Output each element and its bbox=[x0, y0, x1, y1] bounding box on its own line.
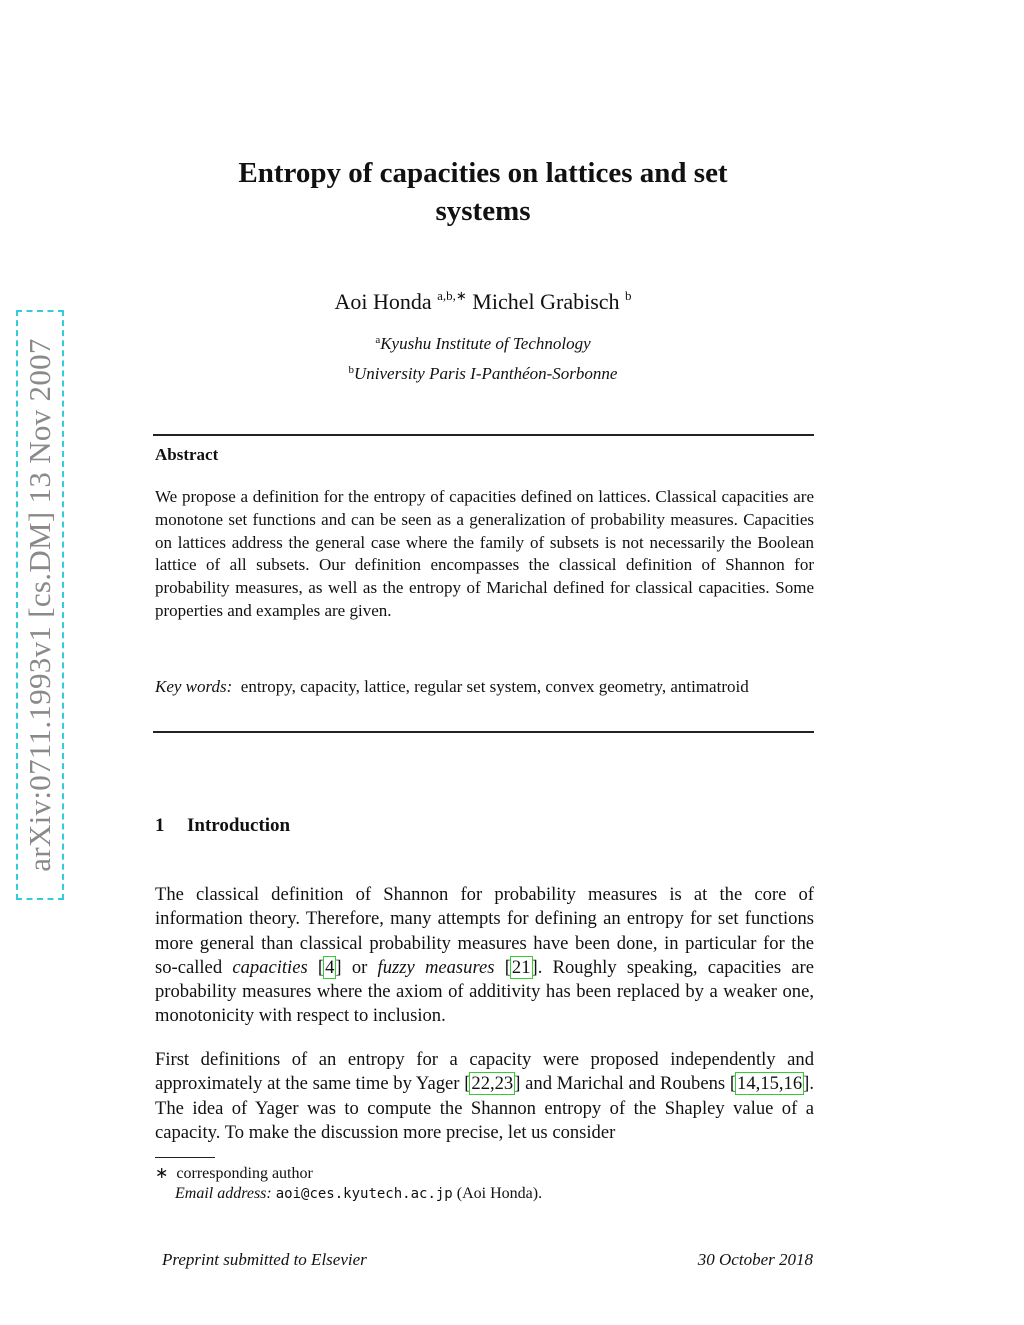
keywords-text: entropy, capacity, lattice, regular set system, convex geometry, antimatroid bbox=[240, 677, 749, 696]
author-marks: a,b,∗ bbox=[437, 288, 467, 303]
citation-link[interactable]: 14,15,16 bbox=[737, 1073, 803, 1095]
citation-link[interactable]: 22,23 bbox=[471, 1073, 514, 1095]
affiliation-b bbox=[0, 364, 966, 384]
affiliation-name: Kyushu Institute of Technology bbox=[380, 334, 591, 353]
arxiv-stamp-text: arXiv:0711.1993v1 [cs.DM] 13 Nov 2007 bbox=[22, 338, 57, 872]
text-run: First definitions of an entropy for a capacity were proposed independently and approximately at the same time by Yager bbox=[155, 1049, 814, 1095]
author-list bbox=[0, 288, 966, 315]
footnote-mark: ∗ bbox=[155, 1165, 169, 1182]
affiliation-a bbox=[0, 334, 966, 354]
author-marks: b bbox=[625, 288, 632, 303]
abstract-bottom-rule bbox=[153, 731, 814, 733]
title-line-2: systems bbox=[435, 195, 531, 227]
intro-paragraph-1: The classical definition of Shannon for probability measures is at the core of information theory. Therefore, many attempts for defining an entropy for set functions more general than classical probability measures have been done, in particular for the so-called capacities [4] or fuzzy measures [21]. Roughly speaking, capacities are probability measures where the axiom of additivity has been replaced by a weaker one, monotonicity with respect to inclusion. bbox=[155, 884, 814, 1027]
citation-link[interactable]: 4 bbox=[325, 956, 335, 978]
emphasis: capacities bbox=[232, 956, 308, 978]
footer-left: Preprint submitted to Elsevier bbox=[162, 1250, 367, 1269]
arxiv-stamp bbox=[16, 310, 64, 900]
footnote-rule bbox=[155, 1157, 215, 1158]
section-title: Introduction bbox=[187, 815, 291, 836]
keywords bbox=[155, 676, 814, 699]
citation-link[interactable]: 21 bbox=[511, 956, 531, 978]
footnote-text: corresponding author bbox=[176, 1165, 313, 1182]
keywords-label: Key words: bbox=[155, 677, 233, 696]
footnote-email-line bbox=[175, 1185, 542, 1203]
text-run: The classical definition of Shannon for probability measures is at the core of information theory. Therefore, many attempts for defining an entropy for set functions more general than classical probability measures have been done, in particular for the so-called bbox=[155, 884, 814, 978]
email-label: Email address: bbox=[175, 1185, 272, 1202]
abstract-heading: Abstract bbox=[155, 445, 219, 464]
abstract-text: We propose a definition for the entropy of capacities defined on lattices. Classical capacities are monotone set functions and can be seen as a generalization of probability measures. Capacities on lattices address the general case where the family of subsets is not necessarily the Boolean lattice of all subsets. Our definition encompasses the classical definition of Shannon for probability measures, as well as the entropy of Marichal defined for classical capacities. Some properties and examples are given. bbox=[155, 487, 814, 620]
intro-paragraph-2: First definitions of an entropy for a capacity were proposed independently and approximately at the same time by Yager [22,23] and Marichal and Roubens [14,15,16]. The idea of Yager was to compute the Shannon entropy of the Shapley value of a capacity. To make the discussion more precise, let us consider bbox=[155, 1049, 814, 1143]
text-run: . The idea of Yager was to compute the Shannon entropy of the Shapley value of a capacity. To make the discussion more precise, let us consider bbox=[155, 1073, 814, 1143]
affiliation-mark: b bbox=[348, 364, 355, 376]
email-address[interactable]: aoi@ces.kyutech.ac.jp bbox=[275, 1186, 453, 1202]
footer-right: 30 October 2018 bbox=[697, 1250, 813, 1269]
author-name: Michel Grabisch bbox=[472, 289, 620, 314]
abstract-top-rule bbox=[153, 434, 814, 436]
affiliation-name: University Paris I-Panthéon-Sorbonne bbox=[354, 364, 618, 383]
text-run: and Marichal and Roubens bbox=[520, 1073, 730, 1095]
email-suffix: (Aoi Honda). bbox=[456, 1185, 543, 1202]
title-line-1: Entropy of capacities on lattices and set bbox=[238, 157, 728, 189]
author-name: Aoi Honda bbox=[334, 289, 432, 314]
section-number: 1 bbox=[155, 815, 165, 836]
paper-title bbox=[0, 154, 966, 230]
text-run: or bbox=[341, 956, 378, 978]
text-run: . Roughly speaking, capacities are probability measures where the axiom of additivity has been replaced by a weaker one, monotonicity with respect to inclusion. bbox=[155, 956, 814, 1027]
section-heading bbox=[155, 815, 290, 837]
affiliation-mark: a bbox=[375, 334, 381, 346]
emphasis: fuzzy measures bbox=[377, 956, 495, 978]
footnote-line bbox=[155, 1163, 313, 1183]
